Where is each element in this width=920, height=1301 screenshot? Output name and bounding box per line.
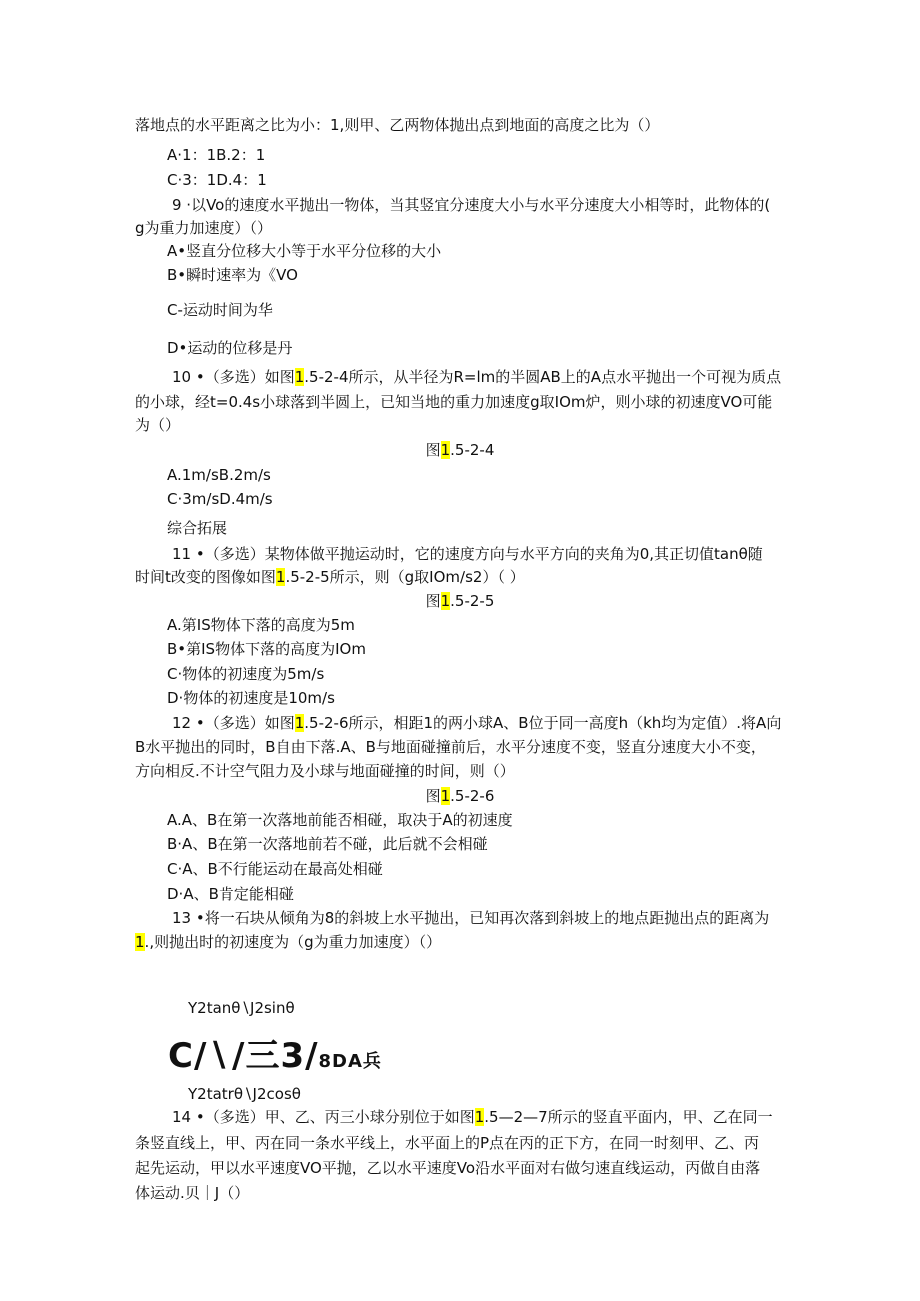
question-10-line-1 — [172, 367, 781, 387]
highlight: 1 — [474, 1108, 485, 1126]
text-span: .5-2-6所示，相距1的两小球A、B位于同一高度h（kh均为定值）.将A向 — [304, 714, 782, 732]
text-span: .5—2—7所示的竖直平面内，甲、乙在同一 — [484, 1108, 773, 1126]
option-a: A.第IS物体下落的高度为5m — [167, 616, 355, 634]
text-span: .5-2-5所示，则（g取IOm∕s2）（ ） — [285, 568, 525, 586]
option-c: C-运动时间为华 — [167, 301, 273, 319]
question-13-line-1: 13 •将一石块从倾角为8的斜坡上水平抛出，已知再次落到斜坡上的地点距抛出点的距离为 — [172, 909, 770, 927]
option-c: C·物体的初速度为5m/s — [167, 665, 325, 683]
section-title: 综合拓展 — [167, 519, 228, 537]
figure-caption — [0, 786, 920, 806]
text-span: 图 — [425, 787, 441, 805]
highlight: 1 — [135, 933, 145, 951]
option-line: A·1：1B.2：1 — [167, 146, 266, 164]
question-13-line-2 — [135, 932, 441, 952]
question-9-line-1: 9 ·以Vo的速度水平抛出一物体，当其竖宜分速度大小与水平分速度大小相等时，此物体的( — [172, 196, 771, 214]
option-b: B•瞬时速率为《VO — [167, 266, 298, 284]
option-line: C·3：1D.4：1 — [167, 171, 267, 189]
question-11-line-2 — [135, 567, 525, 587]
option-d: D·A、B肯定能相碰 — [167, 885, 294, 903]
formula-big-small: 8DA兵 — [318, 1051, 382, 1072]
text-span: 图 — [425, 592, 441, 610]
formula-big-tail: 3/ — [280, 1036, 319, 1076]
highlight: 1 — [440, 592, 451, 610]
text-span: .,则抛出时的初速度为（g为重力加速度）（） — [144, 933, 442, 951]
text-span: 图 — [425, 441, 441, 459]
option-line: A.1m/sB.2m/s — [167, 466, 271, 484]
figure-caption — [0, 591, 920, 611]
question-14-line-4: 体运动.贝｜J（） — [135, 1184, 250, 1202]
highlight: 1 — [440, 787, 451, 805]
question-10-line-2: 的小球，经t=0.4s小球落到半圆上，已知当地的重力加速度g取IOm炉，则小球的初速度VO可能 — [135, 393, 773, 411]
figure-caption — [0, 440, 920, 460]
highlight: 1 — [440, 441, 451, 459]
text-span: .5-2-4 — [450, 441, 495, 459]
option-line: C·3m/sD.4m/s — [167, 490, 273, 508]
text-span: .5-2-5 — [450, 592, 495, 610]
highlight: 1 — [294, 714, 305, 732]
question-14-line-3: 起先运动，甲以水平速度VO平抛，乙以水平速度Vo沿水平面对右做匀速直线运动，丙做自由落 — [135, 1159, 761, 1177]
formula-big — [168, 1036, 382, 1082]
highlight: 1 — [275, 568, 286, 586]
formula-line: Y2tanθ∖J2sinθ — [188, 999, 295, 1017]
question-14-line-1 — [172, 1107, 773, 1127]
formula-line: Y2tatrθ∖J2cosθ — [188, 1085, 301, 1103]
text-span: .5-2-4所示，从半径为R=lm的半圆AB上的A点水平抛出一个可视为质点 — [304, 368, 782, 386]
question-14-line-2: 条竖直线上，甲、丙在同一条水平线上，水平面上的P点在丙的正下方，在同一时刻甲、乙、丙 — [135, 1134, 760, 1152]
option-d: D•运动的位移是丹 — [167, 339, 293, 357]
text-span: 12 •（多选）如图 — [172, 714, 295, 732]
text-line: 落地点的水平距离之比为小：1,则甲、乙两物体抛出点到地面的高度之比为（） — [135, 116, 660, 134]
option-b: B•第IS物体下落的高度为IOm — [167, 640, 366, 658]
question-9-line-2: g为重力加速度）（） — [135, 219, 273, 237]
option-b: B·A、B在第一次落地前若不碰，此后就不会相碰 — [167, 835, 488, 853]
formula-big-main: C/∖/三 — [168, 1036, 281, 1076]
text-span: 时间t改变的图像如图 — [135, 568, 276, 586]
text-span: 10 •（多选）如图 — [172, 368, 295, 386]
text-span: .5-2-6 — [450, 787, 495, 805]
question-12-line-2: B水平抛出的同时，B自由下落.A、B与地面碰撞前后，水平分速度不变，竖直分速度大小不变， — [135, 738, 766, 756]
option-a: A•竖直分位移大小等于水平分位移的大小 — [167, 242, 442, 260]
option-c: C·A、B不行能运动在最高处相碰 — [167, 860, 383, 878]
text-span: 14 •（多选）甲、乙、丙三小球分别位于如图 — [172, 1108, 475, 1126]
question-11-line-1: 11 •（多选）某物体做平抛运动时，它的速度方向与水平方向的夹角为0,其正切值tanθ随 — [172, 545, 763, 563]
question-10-line-3: 为（） — [135, 416, 181, 434]
option-a: A.A、B在第一次落地前能否相碰，取决于A的初速度 — [167, 811, 513, 829]
question-12-line-3: 方向相反.不计空气阻力及小球与地面碰撞的时间，则（） — [135, 762, 515, 780]
question-12-line-1 — [172, 713, 781, 733]
option-d: D·物体的初速度是10m/s — [167, 689, 335, 707]
highlight: 1 — [294, 368, 305, 386]
